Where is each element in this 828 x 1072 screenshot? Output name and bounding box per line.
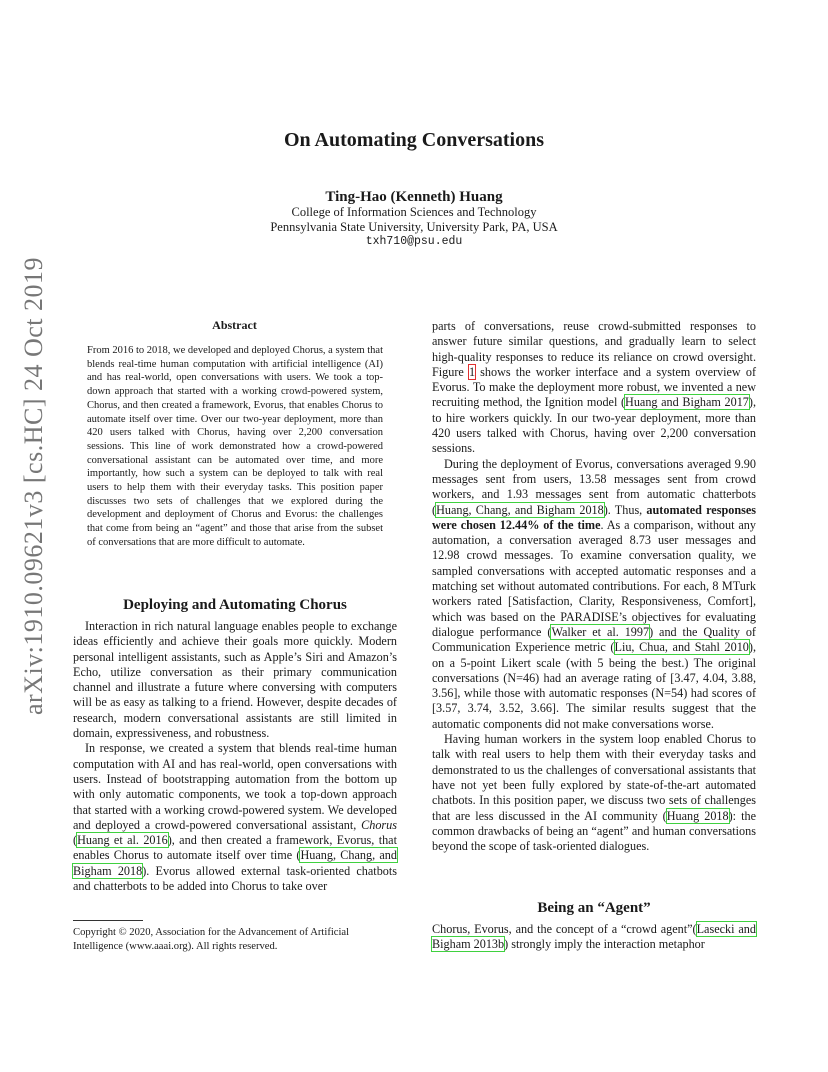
right-column-body	[432, 319, 756, 854]
key-result-emphasis: automated responses were chosen 12.44% of the time	[432, 502, 757, 532]
paragraph-text: ), and then created a framework, Evorus, that enables Chorus to automate itself over time (	[73, 833, 397, 863]
paragraph-text: In response, we created a system that blends real-time human computation with AI and has real-world, open conversations with users. Instead of bootstrapping automation from the bottom up with only automatic components, we took a top-down approach that started with a working crowd-powered system. We developed and deployed a crowd-powered conversational assistant,	[73, 741, 397, 832]
paragraph-text: ) strongly imply the interaction metaphor	[504, 937, 705, 952]
citation-link[interactable]: Huang 2018	[666, 808, 729, 823]
paragraph-text: ) and the Quality of Communication Experience metric (	[432, 624, 756, 655]
paragraph-text: ), on a 5-point Likert scale (with 5 being the best.) The original conversations (N=46) had an average rating of [3.47, 4.04, 3.88, 3.56], while those with automatic responses (N=54) had scores of [3.57, 3.74, 3.52, 3.66]. The similar results suggest that the automatic components did not make conversations worse.	[432, 640, 756, 731]
paragraph-text: Having human workers in the system loop enabled Chorus to talk with real users to help them with their everyday tasks and demonstrated to us the challenges of conversational assistants that have not yet been fully explored by state-of-the-art automated chatbots. In this position paper, we discuss two sets of challenges that are less discussed in the AI community (	[432, 732, 756, 823]
abstract-text: From 2016 to 2018, we developed and deployed Chorus, a system that blends real-time human computation with artificial intelligence (AI) and has real-world, open conversations with users. We took a top-down approach that started with a working crowd-powered system, Chorus, and then created a framework, Evorus, that enables Chorus to automate itself over time. Over our two-year deployment, more than 420 users talked with Chorus, having over 2,200 conversation sessions. This line of work demonstrated how a crowd-powered conversational assistant can be automated over time, and more importantly, how such a system can be deployed to talk with real users to help them with their everyday tasks. This position paper discusses two sets of challenges that we explored during the development and deployment of Chorus and Evorus: the challenges that come from being an “agent” and those that arise from the subset of conversations that are more difficult to automate.	[87, 345, 383, 548]
citation-link[interactable]: Huang and Bigham 2017	[625, 395, 749, 410]
right-column-section2	[432, 922, 756, 953]
left-column-body	[73, 619, 397, 894]
paragraph-text: shows the worker interface and a system overview of Evorus. To make the deployment more robust, we invented a new recruiting method, the Ignition model (	[432, 364, 757, 410]
citation-link[interactable]: Lasecki and Bigham 2013b	[432, 922, 756, 952]
paragraph	[432, 457, 756, 732]
section-heading-being-an-agent: Being an “Agent”	[537, 900, 651, 916]
affiliation-line-1: College of Information Sciences and Technology	[291, 205, 537, 219]
paragraph	[432, 922, 756, 953]
citation-link[interactable]: Huang, Chang, and Bigham 2018	[436, 502, 604, 517]
affiliation-line-2: Pennsylvania State University, University Park, PA, USA	[270, 220, 558, 234]
paragraph	[73, 619, 397, 741]
arxiv-sidebar-stamp	[14, 256, 54, 716]
footnote-divider	[73, 920, 143, 921]
arxiv-identifier: arXiv:1910.09621v3 [cs.HC] 24 Oct 2019	[19, 256, 48, 716]
figure-link[interactable]: 1	[468, 364, 476, 379]
paragraph-text: ), to hire workers quickly. In our two-year deployment, more than 420 users talked with Chorus, having over 2,200 conversation sessions.	[432, 395, 756, 456]
paragraph-text: Interaction in rich natural language enables people to exchange ideas efficiently and achieve their goals more quickly. Modern personal intelligent assistants, such as Apple’s Siri and Amazon’s Echo, utilize conversation as their primary communication channel and illustrate a future where conversing with computers will be as easy as talking to a friend. However, despite decades of research, modern conversational assistants are still limited in domain, expressiveness, and robustness.	[73, 619, 397, 741]
paragraph-text: parts of conversations, reuse crowd-submitted responses to answer future similar questions, and gradually learn to select high-quality responses to reduce its reliance on crowd oversight. Figure	[432, 319, 756, 379]
paragraph-text: ). Thus,	[603, 502, 647, 517]
system-name-emphasis: Chorus	[361, 817, 397, 832]
citation-link[interactable]: Walker et al. 1997	[551, 624, 650, 639]
paragraph-text: . As a comparison, without any automation, a conversation averaged 8.73 user messages and 12.98 crowd messages. To examine conversation quality, we sampled conversations with accepted automatic responses and a matching set without automated contributions. For each, 8 MTurk workers rated [Satisfaction, Clarity, Responsiveness, Comfort], which was based on the PARADISE’s objectives for evaluating dialogue performance (	[432, 517, 756, 639]
paragraph-text: ): the common drawbacks of being an “agent” and human conversations beyond the scope of task-oriented dialogues.	[432, 808, 756, 854]
abstract-heading: Abstract	[212, 318, 257, 332]
paragraph-text: Chorus, Evorus, and the concept of a “crowd agent”(	[432, 922, 697, 936]
paragraph	[432, 732, 756, 854]
section-heading-deploying: Deploying and Automating Chorus	[123, 597, 347, 613]
author-name: Ting-Hao (Kenneth) Huang	[325, 189, 503, 205]
author-email[interactable]: txh710@psu.edu	[365, 235, 463, 248]
paragraph-text: ). Evorus allowed external task-oriented chatbots and chatterbots to be added into Chorus to take over	[73, 863, 398, 894]
citation-link[interactable]: Liu, Chua, and Stahl 2010	[614, 640, 749, 655]
citation-link[interactable]: Huang et al. 2016	[77, 833, 168, 848]
citation-link[interactable]: Huang, Chang, and Bigham 2018	[73, 848, 397, 878]
paper-title: On Automating Conversations	[283, 129, 545, 151]
copyright-footnote: Copyright © 2020, Association for the Advancement of Artificial Intelligence (www.aaai.org). All rights reserved.	[73, 927, 350, 952]
paragraph: In response, we created a system that blends real-time human computation with AI and has real-world, open conversations with users. Instead of bootstrapping automation from the bottom up with only automatic components, we took a top-down approach that started with a working crowd-powered system. We developed and deployed a crowd-powered conversational assistant, Chorus (Huang et al. 2016), and then created a framework, Evorus, that enables Chorus to automate itself over time (Huang, Chang, and Bigham 2018). Evorus allowed external task-oriented chatbots and chatterbots to be added into Chorus to take over	[73, 741, 398, 894]
paragraph	[432, 319, 756, 457]
paragraph-text: During the deployment of Evorus, conversations averaged 9.90 messages sent from users, 13.58 messages sent from crowd workers, and 1.93 messages sent from automatic chatterbots (	[432, 456, 756, 517]
